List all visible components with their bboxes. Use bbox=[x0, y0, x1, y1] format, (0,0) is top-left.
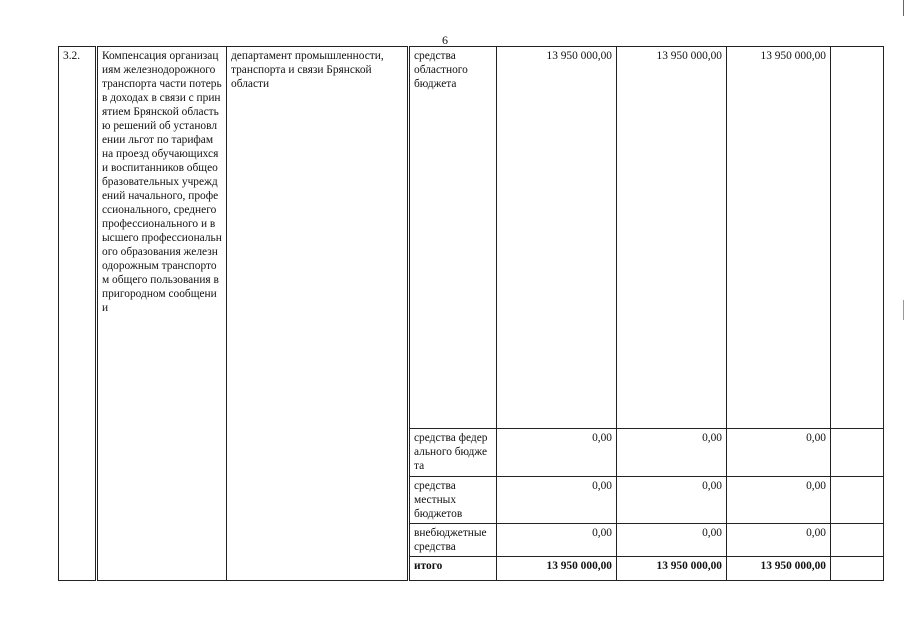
funding-total-1: 13 950 000,00 bbox=[497, 557, 617, 581]
funding-source: средства федерального бюджета bbox=[409, 429, 497, 477]
funding-value-1: 0,00 bbox=[497, 524, 617, 557]
row-number: 3.2. bbox=[59, 47, 97, 581]
funding-value-1: 0,00 bbox=[497, 477, 617, 524]
funding-table bbox=[58, 46, 884, 581]
executor: департамент промышленности, транспорта и связи Брянской области bbox=[227, 47, 409, 581]
empty-cell bbox=[831, 524, 884, 557]
funding-source: средства областного бюджета bbox=[409, 47, 497, 429]
scan-edge-mark bbox=[903, 300, 904, 320]
funding-source: внебюджетные средства bbox=[409, 524, 497, 557]
funding-value-2: 0,00 bbox=[617, 429, 727, 477]
funding-value-3: 0,00 bbox=[727, 429, 831, 477]
funding-total-3: 13 950 000,00 bbox=[727, 557, 831, 581]
funding-source: средства местных бюджетов bbox=[409, 477, 497, 524]
funding-value-2: 0,00 bbox=[617, 524, 727, 557]
empty-cell bbox=[831, 477, 884, 524]
funding-value-1: 0,00 bbox=[497, 429, 617, 477]
funding-value-2: 0,00 bbox=[617, 477, 727, 524]
empty-cell bbox=[831, 557, 884, 581]
funding-value-3: 0,00 bbox=[727, 524, 831, 557]
scan-edge-mark bbox=[903, 0, 904, 16]
funding-total-label: итого bbox=[409, 557, 497, 581]
funding-value-2: 13 950 000,00 bbox=[617, 47, 727, 429]
funding-total-2: 13 950 000,00 bbox=[617, 557, 727, 581]
funding-value-3: 0,00 bbox=[727, 477, 831, 524]
funding-value-3: 13 950 000,00 bbox=[727, 47, 831, 429]
page-number: 6 bbox=[442, 33, 448, 47]
measure-description: Компенсация организациям железнодорожного транспорта части потерь в доходах в связи с принятием Брянской областью решений об установлении льгот по тарифам на проезд обучающихся и воспитанников общеобразовательных учреждений начального, профессионального, среднего профессионального и высшего профессионального образования железнодорожным транспортом общего пользования в пригородном сообщении bbox=[97, 47, 227, 581]
empty-cell bbox=[831, 47, 884, 429]
empty-cell bbox=[831, 429, 884, 477]
funding-value-1: 13 950 000,00 bbox=[497, 47, 617, 429]
table-row bbox=[59, 47, 884, 429]
